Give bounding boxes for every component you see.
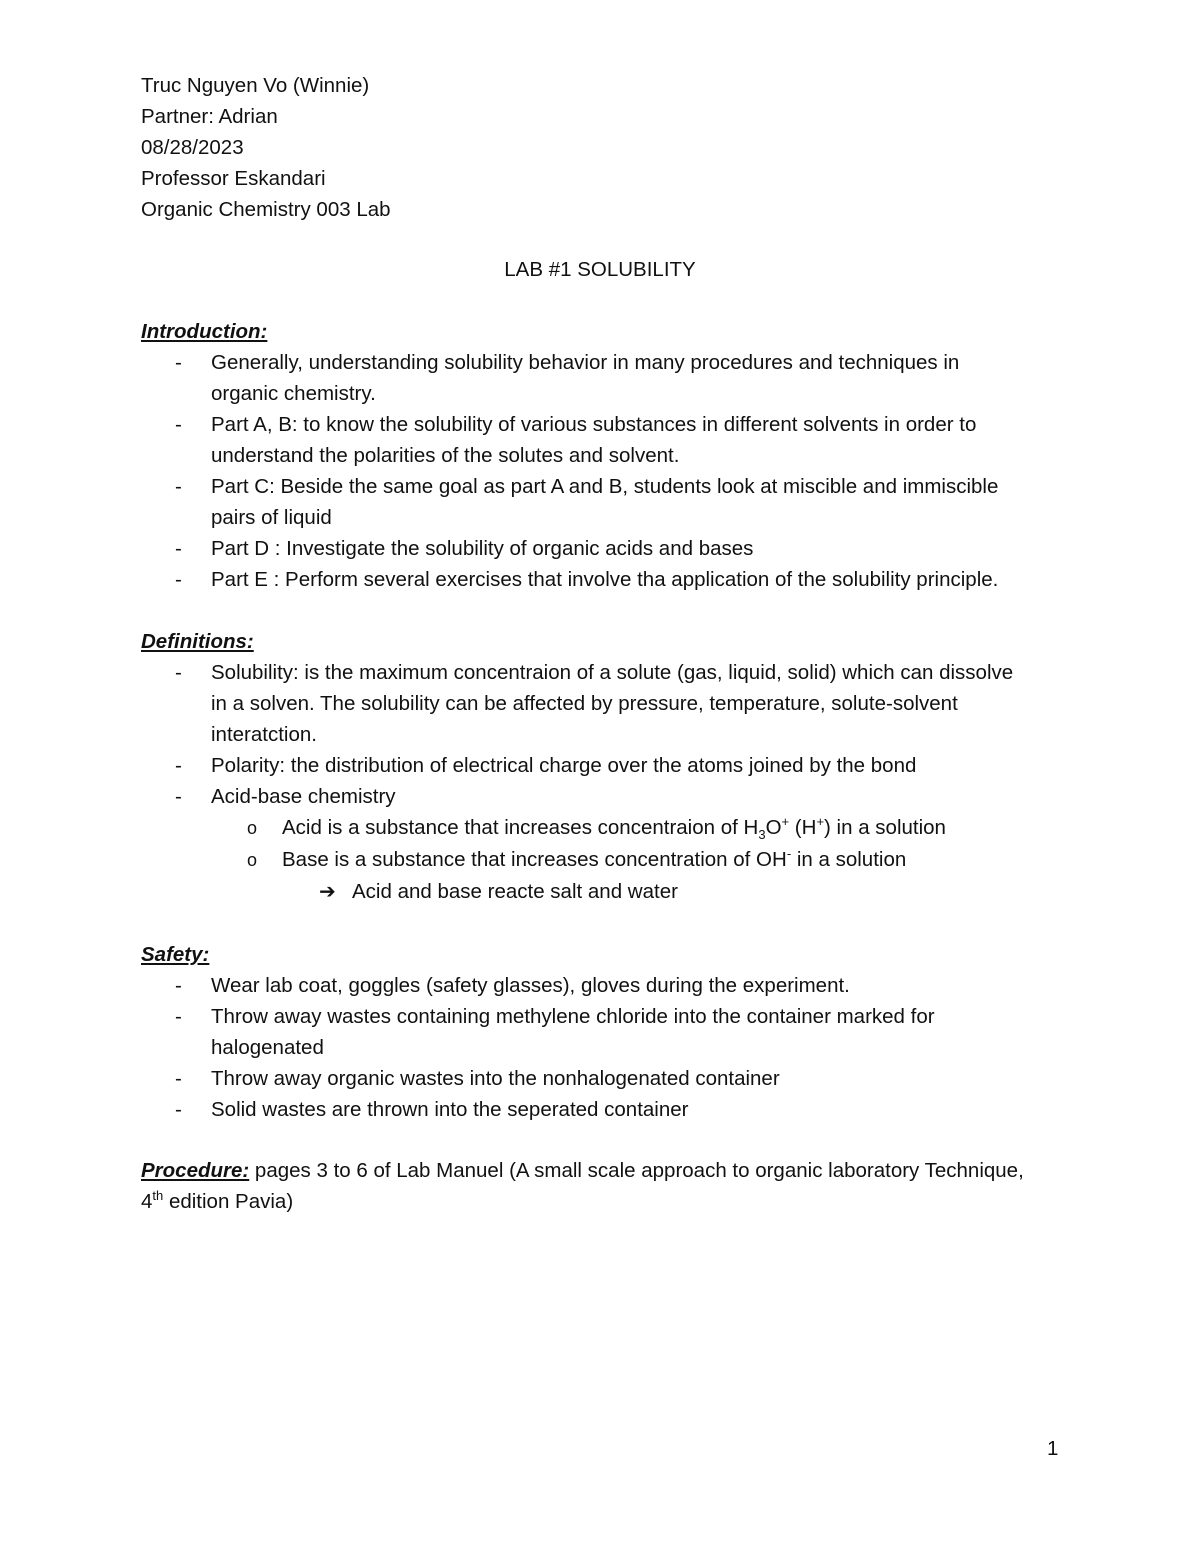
list-item-continuation: halogenated: [211, 1036, 324, 1059]
student-name: Truc Nguyen Vo (Winnie): [141, 74, 370, 97]
list-item-continuation: organic chemistry.: [211, 382, 376, 405]
list-item: Generally, understanding solubility behavior in many procedures and techniques in: [211, 351, 960, 374]
procedure-text: pages 3 to 6 of Lab Manuel (A small scale approach to organic laboratory Technique,: [249, 1159, 1024, 1182]
list-bullet: -: [175, 1067, 182, 1090]
procedure-edition: 4th edition Pavia): [141, 1188, 294, 1213]
list-bullet: -: [175, 351, 182, 374]
sub-list-bullet: o: [247, 850, 258, 870]
list-item: Part A, B: to know the solubility of various substances in different solvents in order to: [211, 413, 977, 436]
introduction-heading: Introduction:: [141, 320, 268, 343]
procedure-paragraph: [141, 1159, 1024, 1183]
list-bullet: -: [175, 413, 182, 436]
report-date: 08/28/2023: [141, 136, 244, 159]
procedure-heading: Procedure:: [141, 1159, 250, 1182]
list-bullet: -: [175, 568, 182, 591]
list-item-continuation: in a solven. The solubility can be affected by pressure, temperature, solute-solvent: [211, 692, 958, 715]
partner-name: Partner: Adrian: [141, 105, 278, 128]
list-item: Part E : Perform several exercises that involve tha application of the solubility principle.: [211, 568, 999, 591]
page-number: 1: [1047, 1437, 1059, 1460]
list-item: Throw away wastes containing methylene chloride into the container marked for: [211, 1005, 935, 1028]
list-item: Part C: Beside the same goal as part A and B, students look at miscible and immiscible: [211, 475, 999, 498]
list-item: Throw away organic wastes into the nonhalogenated container: [211, 1067, 780, 1090]
list-item-continuation: understand the polarities of the solutes and solvent.: [211, 444, 680, 467]
list-bullet: -: [175, 754, 182, 777]
list-bullet: -: [175, 537, 182, 560]
list-item-continuation: interatction.: [211, 723, 317, 746]
list-item-continuation: pairs of liquid: [211, 506, 332, 529]
safety-heading: Safety:: [141, 943, 210, 966]
sub-list-bullet: o: [247, 818, 258, 838]
list-item: Polarity: the distribution of electrical charge over the atoms joined by the bond: [211, 754, 917, 777]
document-title: LAB #1 SOLUBILITY: [504, 258, 696, 281]
list-item: Part D : Investigate the solubility of organic acids and bases: [211, 537, 754, 560]
list-bullet: -: [175, 475, 182, 498]
list-item: Solubility: is the maximum concentraion of a solute (gas, liquid, solid) which can dissolve: [211, 661, 1014, 684]
acid-base-conclusion: Acid and base reacte salt and water: [352, 880, 678, 903]
list-bullet: -: [175, 1005, 182, 1028]
definitions-heading: Definitions:: [141, 630, 254, 653]
professor-name: Professor Eskandari: [141, 167, 326, 190]
list-item: Solid wastes are thrown into the seperated container: [211, 1098, 689, 1121]
list-item: Wear lab coat, goggles (safety glasses), gloves during the experiment.: [211, 974, 850, 997]
list-bullet: -: [175, 974, 182, 997]
list-bullet: -: [175, 1098, 182, 1121]
course-name: Organic Chemistry 003 Lab: [141, 198, 391, 221]
list-bullet: -: [175, 785, 182, 808]
list-bullet: -: [175, 661, 182, 684]
acid-definition: Acid is a substance that increases concentraion of $H_3O^+$ (H+) in a solution: [282, 814, 946, 843]
arrow-icon: ➔: [319, 881, 336, 903]
list-item: Acid-base chemistry: [211, 785, 396, 808]
base-definition: Base is a substance that increases concentration of OH- in a solution: [282, 846, 907, 871]
